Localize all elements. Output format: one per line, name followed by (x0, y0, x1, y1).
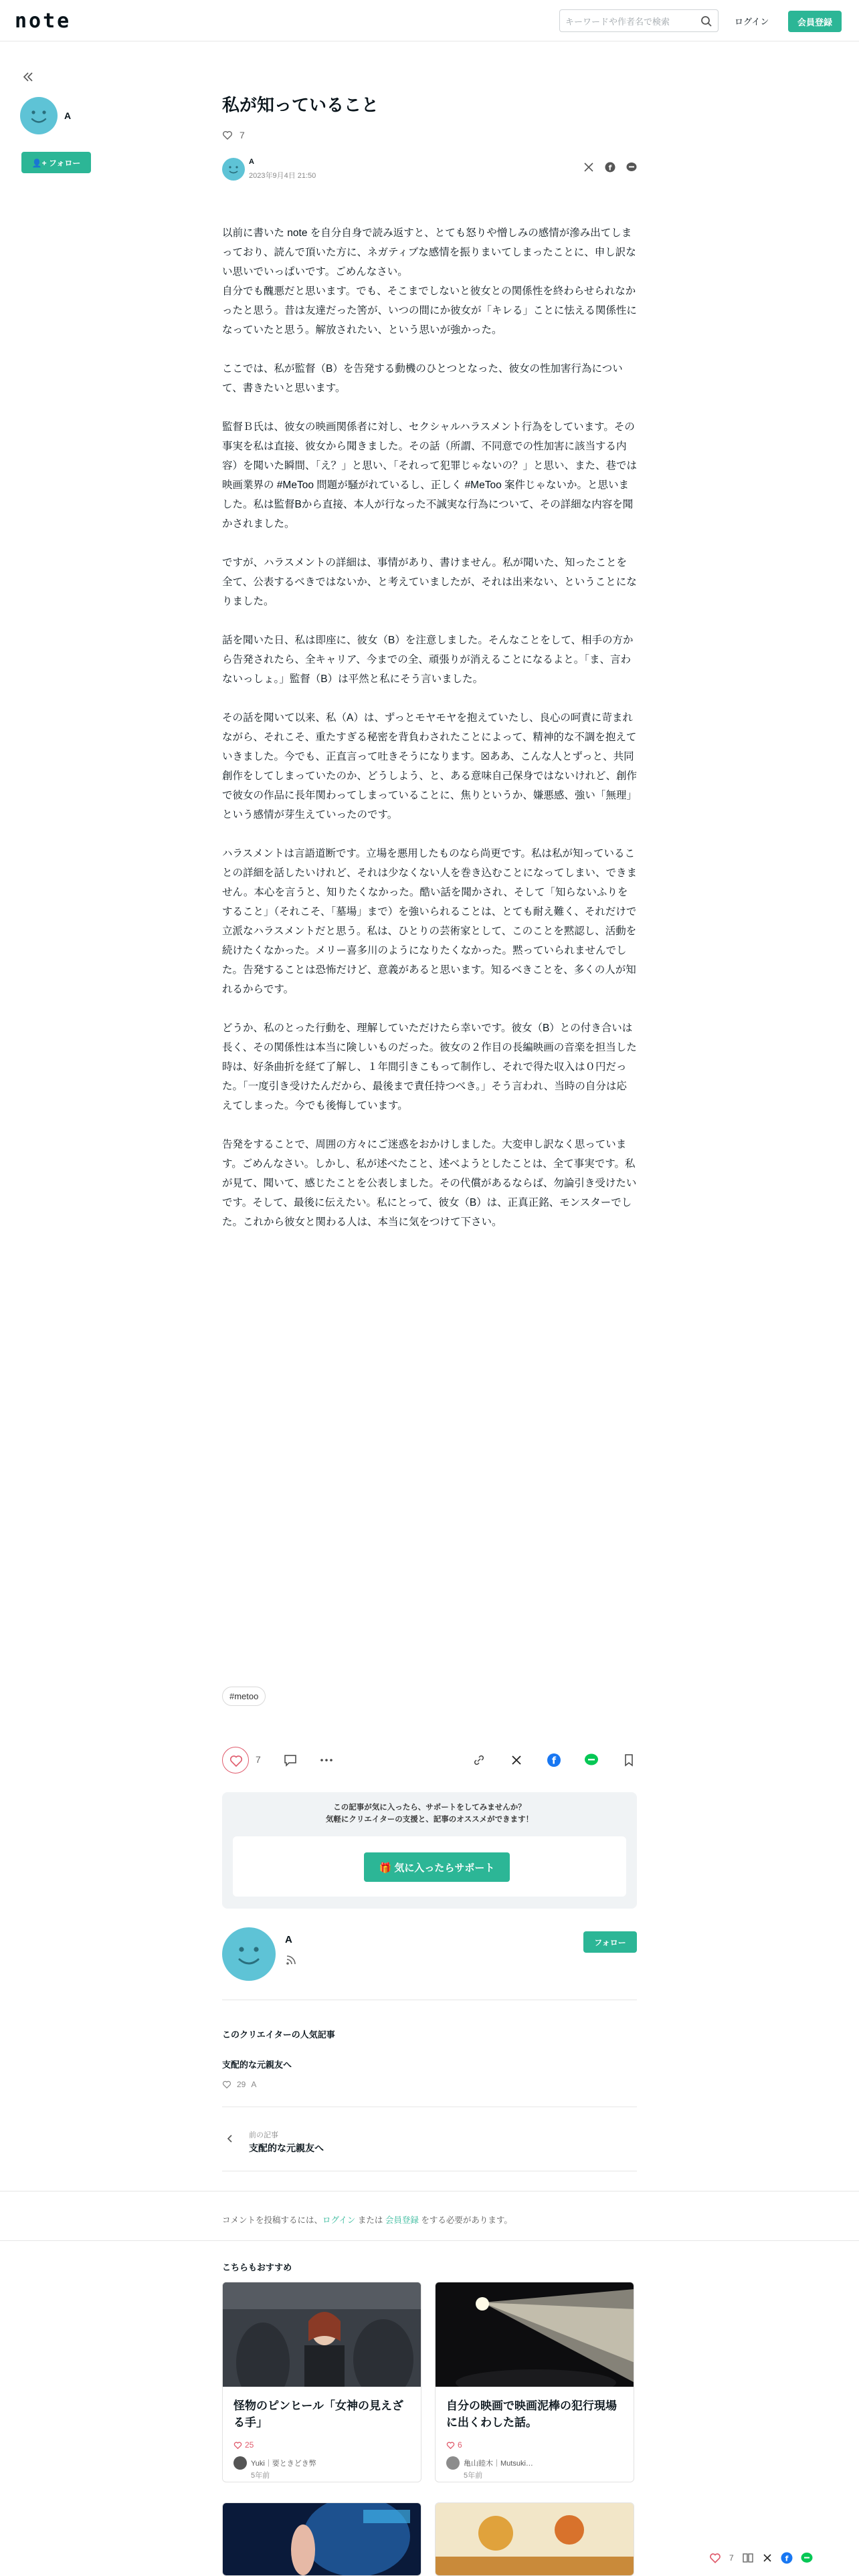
paragraph: どうか、私のとった行動を、理解していただけたら幸いです。彼女（B）との付き合いは長く、その関係性は本当に険しいものだった。彼女の２作目の長編映画の音楽を担当した時は、好条曲折を経て了解し、１年間引きこもって制作し、それで得た収入は０円だった。「一度引き受けたんだから、最後まで責任持つべき。」そう言われ、当時の自分は応えてしまった。今でも後悔しています。 (222, 1023, 637, 1111)
login-link[interactable]: ログイン (735, 17, 769, 27)
heart-icon[interactable] (222, 130, 233, 140)
like-button[interactable] (222, 1747, 249, 1774)
heart-icon[interactable] (709, 2552, 721, 2564)
more-icon[interactable] (318, 1752, 335, 1768)
support-line-2: 気軽にクリエイターの支援と、記事のオススメができます！ (325, 1816, 534, 1824)
gift-icon: 🎁 (379, 1862, 395, 1874)
paragraph: 話を聞いた日、私は即座に、彼女（B）を注意しました。そんなことをして、相手の方から告発されたら、全キャリア、今までの全、頑張りが消えることになるよと。「ま、言わないっしょ。」監督（B）は平然と私にそう言いました。 (222, 635, 634, 685)
support-button-label: 気に入ったらサポート (394, 1862, 495, 1874)
support-button[interactable] (364, 1852, 510, 1882)
rss-icon[interactable] (285, 1954, 297, 1966)
paragraph: ハラスメントは言語道断です。立場を悪用したものなら尚更です。私は私が知っていることの詳細を話したいけれど、それは少なくない人を巻き込むことになってしまい、できません。本心を言うと、知りたくなかった。酷い話を聞かされ、そして「知らないふりをすること」（それこそ、「墓場」まで）を強いられることは、とても耐え難く、それだけで立派なハラスメントだと思う。私は、ひとりの芸術家として、このことを黙認し、活動を続けたくなかった。メリー喜多川のようになりたくなかった。黙っていられませんでした。告発することは恐怖だけど、意義があると思います。知るべきことを、多くの人が知れるからです。 (222, 848, 638, 995)
note-logo[interactable]: note (15, 9, 72, 33)
article-title: 私が知っていること (222, 95, 379, 115)
author-name[interactable]: A (64, 110, 72, 121)
bookmark-icon[interactable] (621, 1752, 637, 1768)
paragraph: ここでは、私が監督（B）を告発する動機のひとつとなった、彼女の性加害行為について、書きたいと思います。 (222, 363, 623, 394)
search-box[interactable] (559, 9, 719, 32)
card-author (233, 2456, 316, 2470)
card-author-name: Yuki｜要ときどき弊 (251, 2460, 316, 2468)
card-like-count: 25 (245, 2440, 254, 2450)
support-inner (233, 1836, 626, 1897)
search-icon[interactable] (700, 15, 712, 27)
card-thumbnail (223, 2503, 421, 2576)
author-avatar[interactable] (20, 97, 58, 134)
paragraph: ですが、ハラスメントの詳細は、事情があり、書けません。私が聞いた、知ったことを全て、公表するべきではないか、と考えていましたが、それは出来ない、ということになりました。 (222, 557, 637, 607)
double-chevron-left-icon[interactable] (21, 70, 35, 84)
creator-name[interactable]: A (285, 1934, 292, 1945)
publish-date: 2023年9月4日 21:50 (249, 172, 316, 180)
x-icon[interactable] (583, 162, 594, 173)
like-count: 7 (240, 130, 245, 140)
share-buttons (583, 162, 637, 173)
paragraph: 告発をすることで、周囲の方々にご迷惑をおかけしました。大変申し訳なく思っています。ごめんなさい。しかし、私が述べたこと、述べようとしたことは、全て事実です。私が見て、聞いて、感じたことを公表しました。その代償があるならば、勿論引き受けたいです。そして、最後に伝えたい。私にとって、彼女（B）は、正真正銘、モンスターでした。これから彼女と関わる人は、本当に気をつけて下さい。 (222, 1139, 637, 1228)
card-title: 怪物のピンヒール「女神の見えざる手」 (233, 2399, 403, 2429)
card-author-name: 亀山睦木｜Mutsuki… (464, 2460, 533, 2468)
creator-follow-button[interactable]: フォロー (583, 1931, 637, 1953)
heart-icon (233, 2441, 242, 2450)
comment-icon[interactable] (282, 1752, 298, 1768)
author-avatar-small[interactable] (222, 158, 245, 181)
avatar (446, 2456, 460, 2470)
site-header (0, 0, 859, 41)
paragraph: その話を聞いて以来、私（A）は、ずっとモヤモヤを抱えていたし、良心の呵責に苛まれながら、それこそ、重たすぎる秘密を背負わされたことによって、精神的な不調を抱えていきました。今でも、正直言って吐きそうになります。☒ああ、こんな人とずっと、共同創作をしてしまっていたのか、どうしよう、と、ある意味自己保身ではないけれど、創作で彼女の作品に長年関わってしまっていることに、焦りというか、嫌悪感、強い「無理」という感情が芽生えていったのです。 (222, 712, 638, 821)
link-icon[interactable] (471, 1752, 487, 1768)
sidebar-follow-button[interactable] (21, 152, 91, 173)
recommend-card[interactable] (222, 2282, 421, 2482)
svg-text:f: f (608, 163, 612, 173)
prev-title: 支配的な元親友へ (249, 2143, 324, 2153)
popular-articles (222, 2028, 637, 2089)
article-action-bar (222, 1745, 637, 1775)
line-icon[interactable] (583, 1752, 599, 1768)
search-input[interactable] (565, 14, 696, 29)
line-icon[interactable] (626, 162, 637, 173)
recommend-card[interactable] (435, 2502, 634, 2576)
floating-like-count: 7 (729, 2553, 734, 2563)
svg-text:f: f (551, 1755, 557, 1767)
popular-item-author[interactable]: A (251, 2080, 257, 2089)
heart-icon (223, 1747, 250, 1774)
popular-item-title[interactable]: 支配的な元親友へ (222, 2060, 292, 2070)
comment-suffix: をする必要があります。 (418, 2216, 512, 2225)
facebook-icon[interactable] (546, 1752, 562, 1768)
creator-avatar[interactable] (222, 1927, 276, 1981)
card-thumbnail (223, 2282, 421, 2387)
support-box (222, 1792, 637, 1909)
heart-icon (222, 2080, 231, 2089)
paragraph: 以前に書いた note を自分自身で読み返すと、とても怒りや憎しみの感情が滲み出てしまっており、読んで頂いた方に、ネガティブな感情を振りまいてしまったことに、申し訳ない思いでいっぱいです。ごめんなさい。 自分でも醜悪だと思います。でも、そこまでしないと彼女との関係性を終わらせられなかったと思う。昔は友達だった筈が、いつの間にか彼女が「キレる」ことに怯える関係性になっていたと思う。解放されたい、という思いが強かった。 (222, 227, 637, 336)
heart-icon (446, 2441, 455, 2450)
floating-action-bar (709, 2548, 852, 2568)
card-author (446, 2456, 533, 2470)
svg-text:f: f (785, 2554, 789, 2563)
comment-note (222, 2214, 512, 2226)
article (222, 92, 637, 1251)
article-like-row (222, 130, 637, 140)
book-icon[interactable] (742, 2552, 754, 2564)
comment-signup-link[interactable]: 会員登録 (385, 2216, 419, 2225)
x-icon[interactable] (508, 1752, 524, 1768)
article-body (222, 223, 637, 1232)
popular-heading: このクリエイターの人気記事 (222, 2030, 335, 2040)
recommend-card[interactable] (435, 2282, 634, 2482)
avatar (233, 2456, 247, 2470)
recommend-heading: こちらもおすすめ (222, 2262, 292, 2272)
support-line-1: この記事が気に入ったら、サポートをしてみませんか？ (333, 1804, 526, 1812)
creator-card (222, 1927, 637, 1992)
article-author-row (222, 154, 637, 183)
comment-prefix: コメントを投稿するには、 (222, 2216, 323, 2225)
card-thumbnail (436, 2503, 634, 2576)
divider (0, 2240, 859, 2241)
card-time: 5年前 (464, 2472, 483, 2480)
user-plus-icon: 👤+ (31, 158, 49, 168)
signup-button[interactable]: 会員登録 (788, 11, 842, 32)
facebook-icon[interactable] (605, 162, 615, 173)
prev-label: 前の記事 (249, 2131, 278, 2139)
prev-article-link[interactable] (222, 2121, 430, 2159)
card-title: 自分の映画で映画泥棒の犯行現場に出くわした話。 (446, 2399, 617, 2429)
author-name-small[interactable]: A (249, 158, 254, 166)
card-likes (233, 2440, 254, 2450)
like-count: 7 (256, 1754, 261, 1765)
hashtag-link[interactable]: #metoo (222, 1687, 266, 1706)
follow-label: フォロー (48, 158, 81, 168)
popular-item-meta (222, 2080, 637, 2089)
paragraph: 監督Ｂ氏は、彼女の映画関係者に対し、セクシャルハラスメント行為をしています。その事実を私は直接、彼女から聞きました。その話（所謂、不同意での性加害に該当する内容）を聞いた瞬間、「え？」と思い、「それって犯罪じゃないの？」と思い、また、巷では映画業界の #MeToo 問題が騒がれているし、正しく #MeToo 案件じゃないか。と思いました。私は監督Bから直接、本人が行なった不誠実な行為について、その詳細な内容を聞かされました。 (222, 421, 638, 530)
popular-item-likes: 29 (237, 2080, 246, 2089)
card-likes (446, 2440, 462, 2450)
comment-login-link[interactable]: ログイン (322, 2216, 356, 2225)
card-like-count: 6 (458, 2440, 462, 2450)
card-time: 5年前 (251, 2472, 270, 2480)
line-icon[interactable] (801, 2552, 813, 2564)
support-message (222, 1802, 637, 1826)
card-thumbnail (436, 2282, 634, 2387)
recommend-card[interactable] (222, 2502, 421, 2576)
chevron-left-icon (225, 2133, 235, 2144)
facebook-icon[interactable] (781, 2552, 793, 2564)
x-icon[interactable] (762, 2553, 773, 2563)
comment-or: または (355, 2216, 385, 2225)
